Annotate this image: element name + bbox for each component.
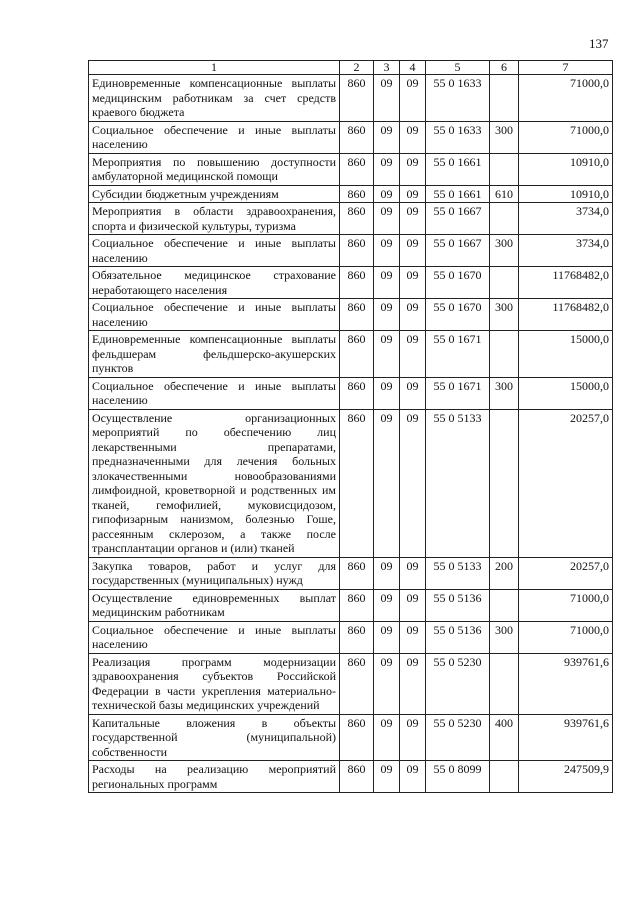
amount-cell: 939761,6	[519, 653, 613, 714]
column-header-1: 1	[89, 61, 340, 75]
column-header-7: 7	[519, 61, 613, 75]
row-name-cell: Расходы на реализацию мероприятий региональных программ	[89, 761, 340, 793]
row-name-cell: Социальное обеспечение и иные выплаты населению	[89, 377, 340, 409]
subsection-code-cell: 09	[400, 185, 426, 203]
expense-type-cell: 610	[490, 185, 519, 203]
amount-cell: 3734,0	[519, 203, 613, 235]
section-code-cell: 09	[374, 203, 400, 235]
row-name-cell: Единовременные компенсационные выплаты медицинским работникам за счет средств краевого бюджета	[89, 75, 340, 122]
column-header-6: 6	[490, 61, 519, 75]
department-code-cell: 860	[340, 121, 374, 153]
section-code-cell: 09	[374, 589, 400, 621]
subsection-code-cell: 09	[400, 557, 426, 589]
row-name-cell: Мероприятия в области здравоохранения, спорта и физической культуры, туризма	[89, 203, 340, 235]
amount-cell: 20257,0	[519, 557, 613, 589]
section-code-cell: 09	[374, 75, 400, 122]
expense-type-cell	[490, 203, 519, 235]
row-name-cell: Социальное обеспечение и иные выплаты населению	[89, 299, 340, 331]
subsection-code-cell: 09	[400, 203, 426, 235]
target-article-cell: 55 0 5136	[426, 589, 490, 621]
department-code-cell: 860	[340, 185, 374, 203]
department-code-cell: 860	[340, 409, 374, 557]
target-article-cell: 55 0 1667	[426, 203, 490, 235]
subsection-code-cell: 09	[400, 409, 426, 557]
table-row	[89, 761, 613, 793]
target-article-cell: 55 0 1671	[426, 377, 490, 409]
row-name-cell: Социальное обеспечение и иные выплаты населению	[89, 121, 340, 153]
department-code-cell: 860	[340, 621, 374, 653]
amount-cell: 20257,0	[519, 409, 613, 557]
target-article-cell: 55 0 1671	[426, 331, 490, 378]
table-row	[89, 589, 613, 621]
expense-type-cell	[490, 589, 519, 621]
expense-type-cell	[490, 331, 519, 378]
department-code-cell: 860	[340, 589, 374, 621]
expense-type-cell	[490, 75, 519, 122]
subsection-code-cell: 09	[400, 121, 426, 153]
row-name-cell: Единовременные компенсационные выплаты фельдшерам фельдшерско-акушерских пунктов	[89, 331, 340, 378]
expense-type-cell: 300	[490, 235, 519, 267]
department-code-cell: 860	[340, 653, 374, 714]
section-code-cell: 09	[374, 235, 400, 267]
page-number: 137	[589, 36, 609, 51]
expense-type-cell: 300	[490, 121, 519, 153]
expense-type-cell	[490, 653, 519, 714]
subsection-code-cell: 09	[400, 75, 426, 122]
section-code-cell: 09	[374, 714, 400, 761]
row-name-cell: Субсидии бюджетным учреждениям	[89, 185, 340, 203]
target-article-cell: 55 0 8099	[426, 761, 490, 793]
target-article-cell: 55 0 5136	[426, 621, 490, 653]
table-row	[89, 557, 613, 589]
table-row	[89, 331, 613, 378]
subsection-code-cell: 09	[400, 299, 426, 331]
subsection-code-cell: 09	[400, 153, 426, 185]
row-name-cell: Осуществление единовременных выплат медицинским работникам	[89, 589, 340, 621]
table-row	[89, 714, 613, 761]
table-row	[89, 75, 613, 122]
column-header-2: 2	[340, 61, 374, 75]
expense-type-cell: 400	[490, 714, 519, 761]
target-article-cell: 55 0 1661	[426, 185, 490, 203]
amount-cell: 10910,0	[519, 153, 613, 185]
row-name-cell: Мероприятия по повышению доступности амбулаторной медицинской помощи	[89, 153, 340, 185]
table-row	[89, 653, 613, 714]
amount-cell: 11768482,0	[519, 267, 613, 299]
expense-type-cell	[490, 761, 519, 793]
expense-type-cell: 300	[490, 299, 519, 331]
amount-cell: 71000,0	[519, 121, 613, 153]
column-header-3: 3	[374, 61, 400, 75]
row-name-cell: Обязательное медицинское страхование неработающего населения	[89, 267, 340, 299]
department-code-cell: 860	[340, 557, 374, 589]
subsection-code-cell: 09	[400, 267, 426, 299]
section-code-cell: 09	[374, 409, 400, 557]
department-code-cell: 860	[340, 235, 374, 267]
row-name-cell: Социальное обеспечение и иные выплаты населению	[89, 621, 340, 653]
amount-cell: 71000,0	[519, 75, 613, 122]
section-code-cell: 09	[374, 331, 400, 378]
section-code-cell: 09	[374, 377, 400, 409]
department-code-cell: 860	[340, 714, 374, 761]
subsection-code-cell: 09	[400, 235, 426, 267]
amount-cell: 11768482,0	[519, 299, 613, 331]
subsection-code-cell: 09	[400, 761, 426, 793]
table-row	[89, 377, 613, 409]
row-name-cell: Закупка товаров, работ и услуг для государственных (муниципальных) нужд	[89, 557, 340, 589]
target-article-cell: 55 0 5230	[426, 714, 490, 761]
target-article-cell: 55 0 5230	[426, 653, 490, 714]
table-row	[89, 299, 613, 331]
target-article-cell: 55 0 5133	[426, 409, 490, 557]
amount-cell: 3734,0	[519, 235, 613, 267]
column-header-5: 5	[426, 61, 490, 75]
row-name-cell: Социальное обеспечение и иные выплаты населению	[89, 235, 340, 267]
section-code-cell: 09	[374, 761, 400, 793]
target-article-cell: 55 0 1633	[426, 75, 490, 122]
table-row	[89, 121, 613, 153]
table-row	[89, 185, 613, 203]
expense-type-cell: 300	[490, 621, 519, 653]
table-row	[89, 235, 613, 267]
expense-type-cell	[490, 267, 519, 299]
department-code-cell: 860	[340, 299, 374, 331]
budget-table	[88, 60, 613, 793]
target-article-cell: 55 0 1661	[426, 153, 490, 185]
department-code-cell: 860	[340, 75, 374, 122]
column-header-4: 4	[400, 61, 426, 75]
expense-type-cell	[490, 409, 519, 557]
amount-cell: 71000,0	[519, 589, 613, 621]
amount-cell: 15000,0	[519, 377, 613, 409]
department-code-cell: 860	[340, 331, 374, 378]
row-name-cell: Реализация программ модернизации здравоохранения субъектов Российской Федерации в части укрепления материально-технической базы медицинских учреждений	[89, 653, 340, 714]
target-article-cell: 55 0 1670	[426, 267, 490, 299]
target-article-cell: 55 0 5133	[426, 557, 490, 589]
table-body	[89, 75, 613, 793]
section-code-cell: 09	[374, 299, 400, 331]
table-row	[89, 267, 613, 299]
table-row	[89, 409, 613, 557]
section-code-cell: 09	[374, 185, 400, 203]
amount-cell: 10910,0	[519, 185, 613, 203]
amount-cell: 71000,0	[519, 621, 613, 653]
target-article-cell: 55 0 1633	[426, 121, 490, 153]
department-code-cell: 860	[340, 153, 374, 185]
department-code-cell: 860	[340, 267, 374, 299]
amount-cell: 247509,9	[519, 761, 613, 793]
section-code-cell: 09	[374, 653, 400, 714]
expense-type-cell	[490, 153, 519, 185]
table-header-row	[89, 61, 613, 75]
subsection-code-cell: 09	[400, 331, 426, 378]
section-code-cell: 09	[374, 621, 400, 653]
subsection-code-cell: 09	[400, 377, 426, 409]
section-code-cell: 09	[374, 557, 400, 589]
expense-type-cell: 200	[490, 557, 519, 589]
target-article-cell: 55 0 1667	[426, 235, 490, 267]
row-name-cell: Капитальные вложения в объекты государственной (муниципальной) собственности	[89, 714, 340, 761]
subsection-code-cell: 09	[400, 621, 426, 653]
table-row	[89, 621, 613, 653]
table-row	[89, 203, 613, 235]
department-code-cell: 860	[340, 203, 374, 235]
section-code-cell: 09	[374, 267, 400, 299]
row-name-cell: Осуществление организационных мероприятий по обеспечению лиц лекарственными препаратами, предназначенными для лечения больных злокачественными новообразованиями лимфоидной, кроветворной и родственных им тканей, гемофилией, муковисцидозом, гипофизарным нанизмом, болезнью Гоше, рассеянным склерозом, а также после трансплантации органов и (или) тканей	[89, 409, 340, 557]
section-code-cell: 09	[374, 153, 400, 185]
table-row	[89, 153, 613, 185]
amount-cell: 15000,0	[519, 331, 613, 378]
target-article-cell: 55 0 1670	[426, 299, 490, 331]
expense-type-cell: 300	[490, 377, 519, 409]
subsection-code-cell: 09	[400, 714, 426, 761]
amount-cell: 939761,6	[519, 714, 613, 761]
subsection-code-cell: 09	[400, 653, 426, 714]
department-code-cell: 860	[340, 377, 374, 409]
department-code-cell: 860	[340, 761, 374, 793]
section-code-cell: 09	[374, 121, 400, 153]
subsection-code-cell: 09	[400, 589, 426, 621]
